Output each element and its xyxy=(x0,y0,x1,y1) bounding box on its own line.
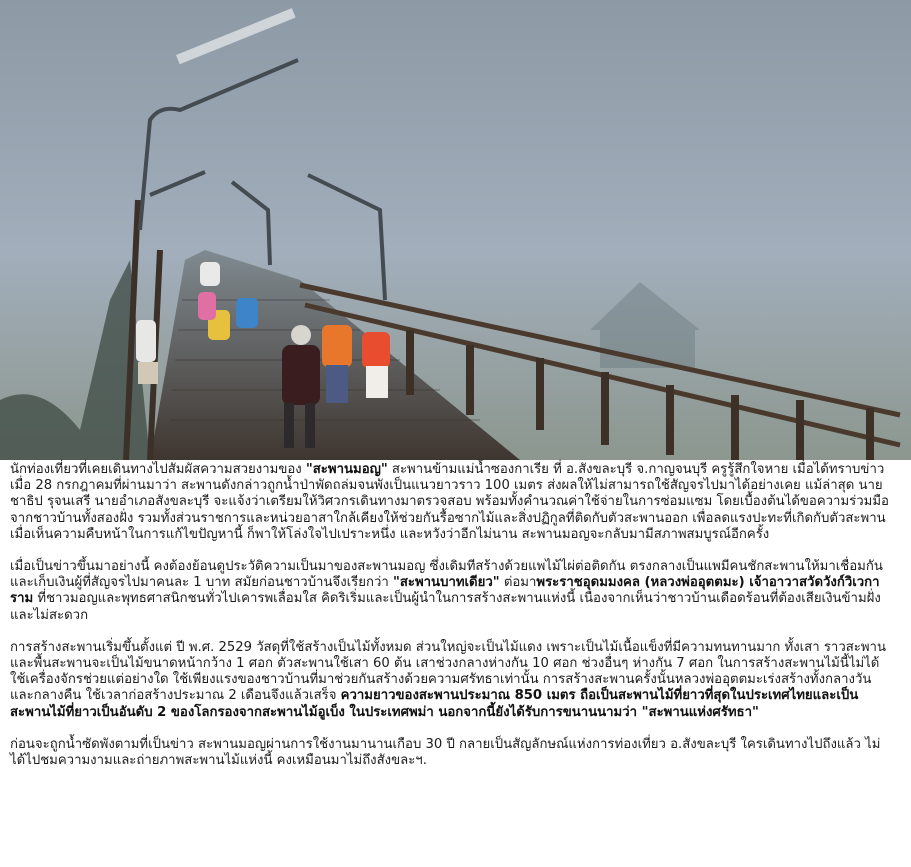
article-paragraph-2: เมื่อเป็นข่าวขึ้นมาอย่างนี้ คงต้องย้อนดูประวัติความเป็นมาของสะพานมอญ ซึ่งเดิมทีสร้างด้วยแพไม้ไผ่ต่อติดกัน ตรงกลางเป็นแพมีคนชักสะพานให้มาเชื่อมกัน และเก็บเงินผู้ที่สัญจรไปมาคนละ 1 บาท สมัยก่อนชาวบ้านจึงเรียกว่า "สะพานบาทเดียว" ต่อมาพระราชอุดมมงคล (หลวงพ่ออุตตมะ) เจ้าอาวาสวัดวังก์วิเวการาม ที่ชาวมอญและพุทธศาสนิกชนทั่วไปเคารพเลื่อมใส คิดริเริ่มและเป็นผู้นำในการสร้างสะพานแห่งนี้ เนื่องจากเห็นว่าชาวบ้านเดือดร้อนที่ต้องเสียเงินข้ามฝั่งและไม่สะดวก xyxy=(10,559,883,623)
article-paragraph-3: การสร้างสะพานเริ่มขึ้นตั้งแต่ ปี พ.ศ. 2529 วัสดุที่ใช้สร้างเป็นไม้ทั้งหมด ส่วนใหญ่จะเป็นไม้แดง เพราะเป็นไม้เนื้อแข็งที่มีความทนทานมาก ทั้งเสา ราวสะพาน และพื้นสะพานจะเป็นไม้ขนาดหน้ากว้าง 1 ศอก ตัวสะพานใช้เสา 60 ต้น เสาช่วงกลางห่างกัน 10 ศอก ช่วงอื่นๆ ห่างกัน 7 ศอก ในการสร้างสะพานไม้นี้ไม่ได้ใช้เครื่องจักรช่วยแต่อย่างใด ใช้เพียงแรงของชาวบ้านที่มาช่วยกันสร้างด้วยความศรัทธาเท่านั้น การสร้างสะพานครั้งนั้นหลวงพ่ออุตตมะเร่งสร้างทั้งกลางวันและกลางคืน ใช้เวลาก่อสร้างประมาณ 2 เดือนจึงแล้วเสร็จ ความยาวของสะพานประมาณ 850 เมตร ถือเป็นสะพานไม้ที่ยาวที่สุดในประเทศไทยและเป็นสะพานไม้ที่ยาวเป็นอันดับ 2 ของโลกรองจากสะพานไม้อูเบ็ง ในประเทศพม่า นอกจากนี้ยังได้รับการขนานนามว่า "สะพานแห่งศรัทธา" xyxy=(10,639,886,720)
article-body xyxy=(10,462,890,785)
monk-name-highlight: พระราชอุดมมงคล (หลวงพ่ออุตตมะ) เจ้าอาวาสวัดวังก์วิเวการาม xyxy=(10,575,880,607)
one-baht-bridge-highlight: "สะพานบาทเดียว" xyxy=(392,575,500,591)
bridge-length-highlight: ความยาวของสะพานประมาณ 850 เมตร ถือเป็นสะพานไม้ที่ยาวที่สุดในประเทศไทยและเป็นสะพานไม้ที่ยาวเป็นอันดับ 2 ของโลกรองจากสะพานไม้อูเบ็ง ในประเทศพม่า นอกจากนี้ยังได้รับการขนานนามว่า "สะพานแห่งศรัทธา" xyxy=(10,688,859,720)
article-paragraph-1: นักท่องเที่ยวที่เคยเดินทางไปสัมผัสความสวยงามของ "สะพานมอญ" สะพานข้ามแม่น้ำซองกาเรีย ที่ อ.สังขละบุรี จ.กาญจนบุรี ครูรู้สึกใจหาย เมื่อได้ทราบข่าวเมื่อ 28 กรกฎาคมที่ผ่านมาว่า สะพานดังกล่าวถูกน้ำป่าพัดถล่มจนพังเป็นแนวยาวราว 100 เมตร ส่งผลให้ไม่สามารถใช้สัญจรไปมาได้อย่างเคย แม้ล่าสุด นายชาธิป รุจนเสรี นายอำเภอสังขละบุรี จะแจ้งว่าเตรียมให้วิศวกรเดินทางมาตรวจสอบ พร้อมทั้งคำนวณค่าใช้จ่ายในการซ่อมแซม โดยเบื้องต้นได้ขอความร่วมมือจากชาวบ้านทั้งสองฝั่ง รวมทั้งส่วนราชการและหน่วยอาสาใกล้เคียงให้ช่วยกันรื้อซากไม้และสิ่งปฏิกูลที่ติดกับตัวสะพานออก เพื่อลดแรงปะทะที่เกิดกับตัวสะพาน เมื่อเห็นความคืบหน้าในการแก้ไขปัญหานี้ ก็พาให้โล่งใจไปเปราะหนึ่ง และหวังว่าอีกไม่นาน สะพานมอญจะกลับมามีสภาพสมบูรณ์อีกครั้ง xyxy=(10,462,889,542)
article-paragraph-4: ก่อนจะถูกน้ำซัดพังตามที่เป็นข่าว สะพานมอญผ่านการใช้งานมานานเกือบ 30 ปี กลายเป็นสัญลักษณ์แห่งการท่องเที่ยว อ.สังขละบุรี ใครเดินทางไปถึงแล้ว ไม่ได้ไปชมความงามและถ่ายภาพสะพานไม้แห่งนี้ คงเหมือนมาไม่ถึงสังขละฯ. xyxy=(10,736,881,769)
bridge-name-highlight: "สะพานมอญ" xyxy=(305,462,388,477)
